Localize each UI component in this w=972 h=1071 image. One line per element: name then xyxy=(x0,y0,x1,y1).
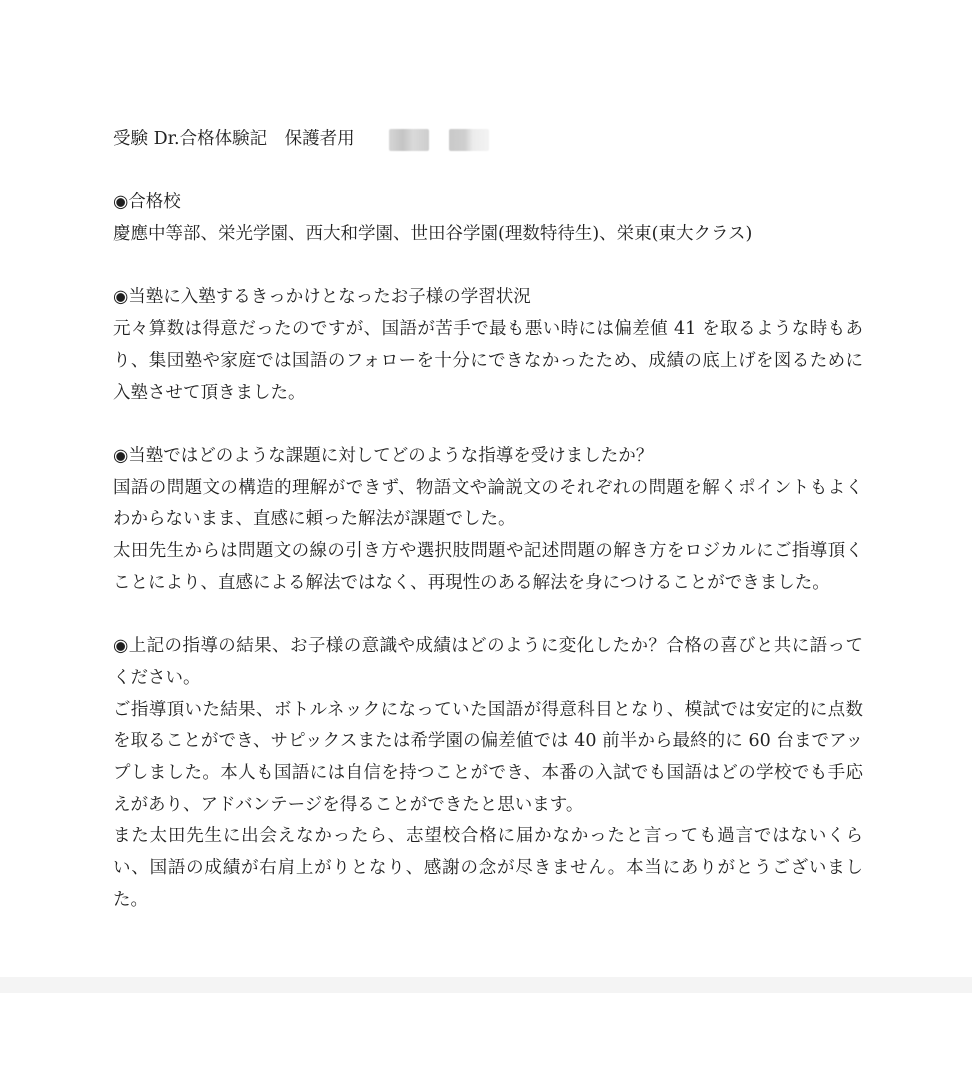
spacer xyxy=(113,409,863,441)
redacted-name-block xyxy=(449,129,489,151)
document-header xyxy=(113,124,863,156)
result-heading: ◉上記の指導の結果、お子様の意識や成績はどのように変化したか？合格の喜びと共に語ってください。 xyxy=(113,636,863,688)
result-body-1: ご指導頂いた結果、ボトルネックになっていた国語が得意科目となり、模試では安定的に点数を取ることができ、サピックスまたは希学園の偏差値では 40 前半から最終的に 60 台までアップしました。本人も国語には自信を持つことができ、本番の入試でも国語はどの学校でも手応えがあり、アドバンテージを得ることができたと思います。 xyxy=(113,699,863,815)
document-body xyxy=(113,124,863,917)
redacted-name-block xyxy=(389,129,429,151)
document-title: 受験 Dr.合格体験記 保護者用 xyxy=(113,129,355,149)
guidance-body-1: 国語の問題文の構造的理解ができず、物語文や論説文のそれぞれの問題を解くポイントもよくわからないまま、直感に頼った解法が課題でした。 xyxy=(113,477,863,530)
schools-heading: ◉合格校 xyxy=(113,192,181,213)
guidance-body-2: 太田先生からは問題文の線の引き方や選択肢問題や記述問題の解き方をロジカルにご指導頂くことにより、直感による解法ではなく、再現性のある解法を身につけることができました。 xyxy=(113,541,863,593)
spacer xyxy=(113,156,863,188)
result-body-2: また太田先生に出会えなかったら、志望校合格に届かなかったと言っても過言ではないくらい、国語の成績が右肩上がりとなり、感謝の念が尽きません。本当にありがとうございました。 xyxy=(113,826,863,910)
page-footer-divider xyxy=(0,977,972,993)
guidance-heading: ◉当塾ではどのような課題に対してどのような指導を受けましたか？ xyxy=(113,445,654,466)
reason-body: 元々算数は得意だったのですが、国語が苦手で最も悪い時には偏差値 41 を取るような時もあり、集団塾や家庭では国語のフォローを十分にできなかったため、成績の底上げを図るために入塾させて頂きました。 xyxy=(113,319,863,403)
spacer xyxy=(113,600,863,632)
reason-heading: ◉当塾に入塾するきっかけとなったお子様の学習状況 xyxy=(113,287,531,308)
spacer xyxy=(113,251,863,283)
schools-body: 慶應中等部、栄光学園、西大和学園、世田谷学園(理数特待生)、栄東(東大クラス) xyxy=(113,224,753,245)
